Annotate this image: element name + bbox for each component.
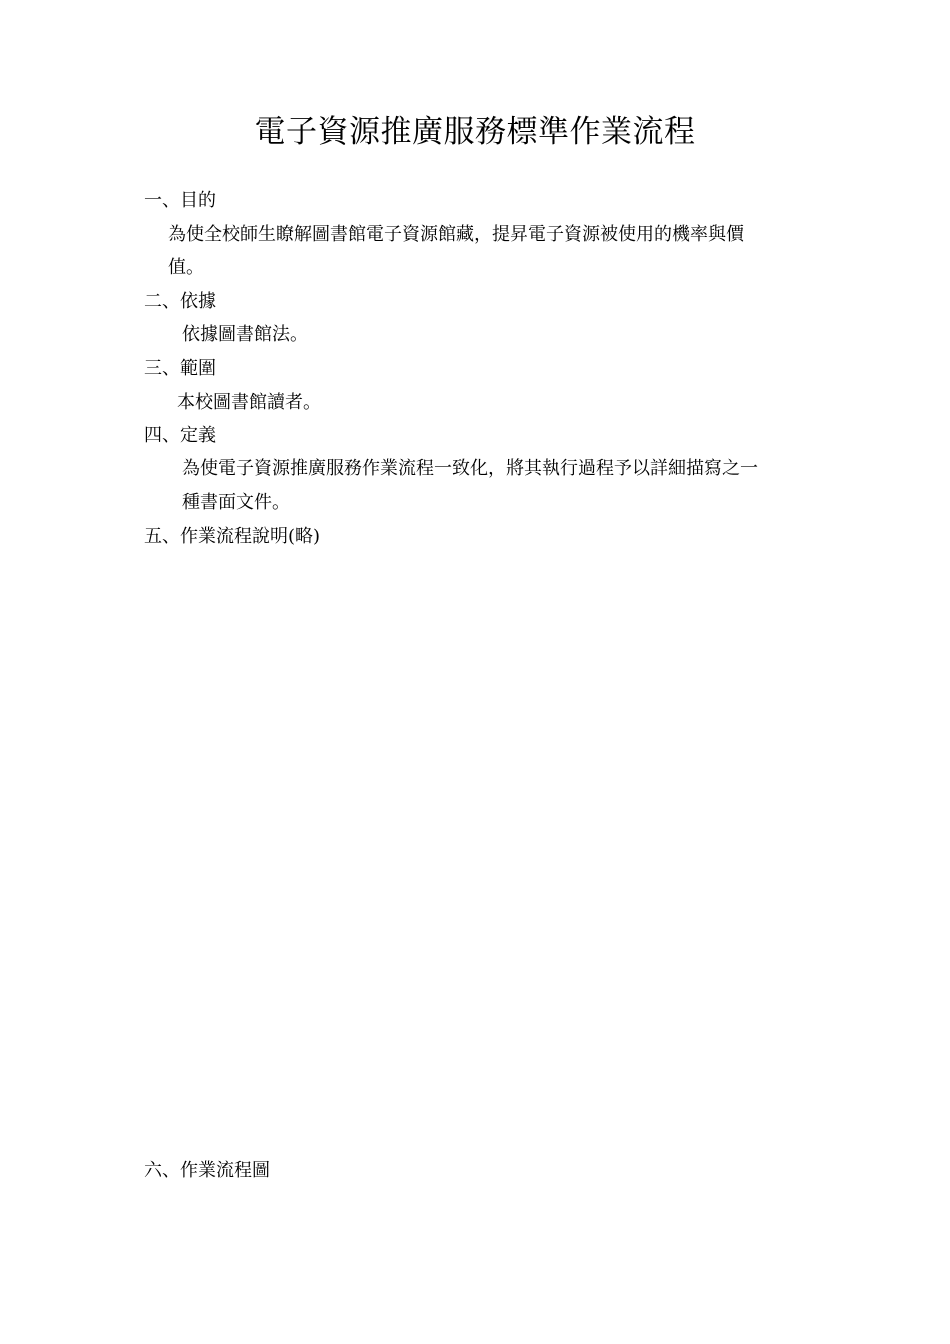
section-heading-basis: 二、依據 — [144, 291, 216, 312]
section-heading-process-description: 五、作業流程說明(略) — [144, 526, 321, 547]
purpose-text-line-1: 為使全校師生瞭解圖書館電子資源館藏，提昇電子資源被使用的機率與價 — [168, 224, 744, 245]
purpose-text-line-2: 值。 — [168, 257, 204, 278]
document-title: 電子資源推廣服務標準作業流程 — [254, 114, 696, 150]
basis-text: 依據圖書館法。 — [182, 324, 308, 345]
section-heading-scope: 三、範圍 — [144, 358, 216, 379]
section-heading-purpose: 一、目的 — [144, 190, 216, 211]
section-heading-flowchart: 六、作業流程圖 — [144, 1160, 270, 1181]
definition-text-line-1: 為使電子資源推廣服務作業流程一致化，將其執行過程予以詳細描寫之一 — [182, 458, 758, 479]
definition-text-line-2: 種書面文件。 — [182, 492, 290, 513]
section-heading-definition: 四、定義 — [144, 425, 216, 446]
scope-text: 本校圖書館讀者。 — [177, 392, 321, 413]
